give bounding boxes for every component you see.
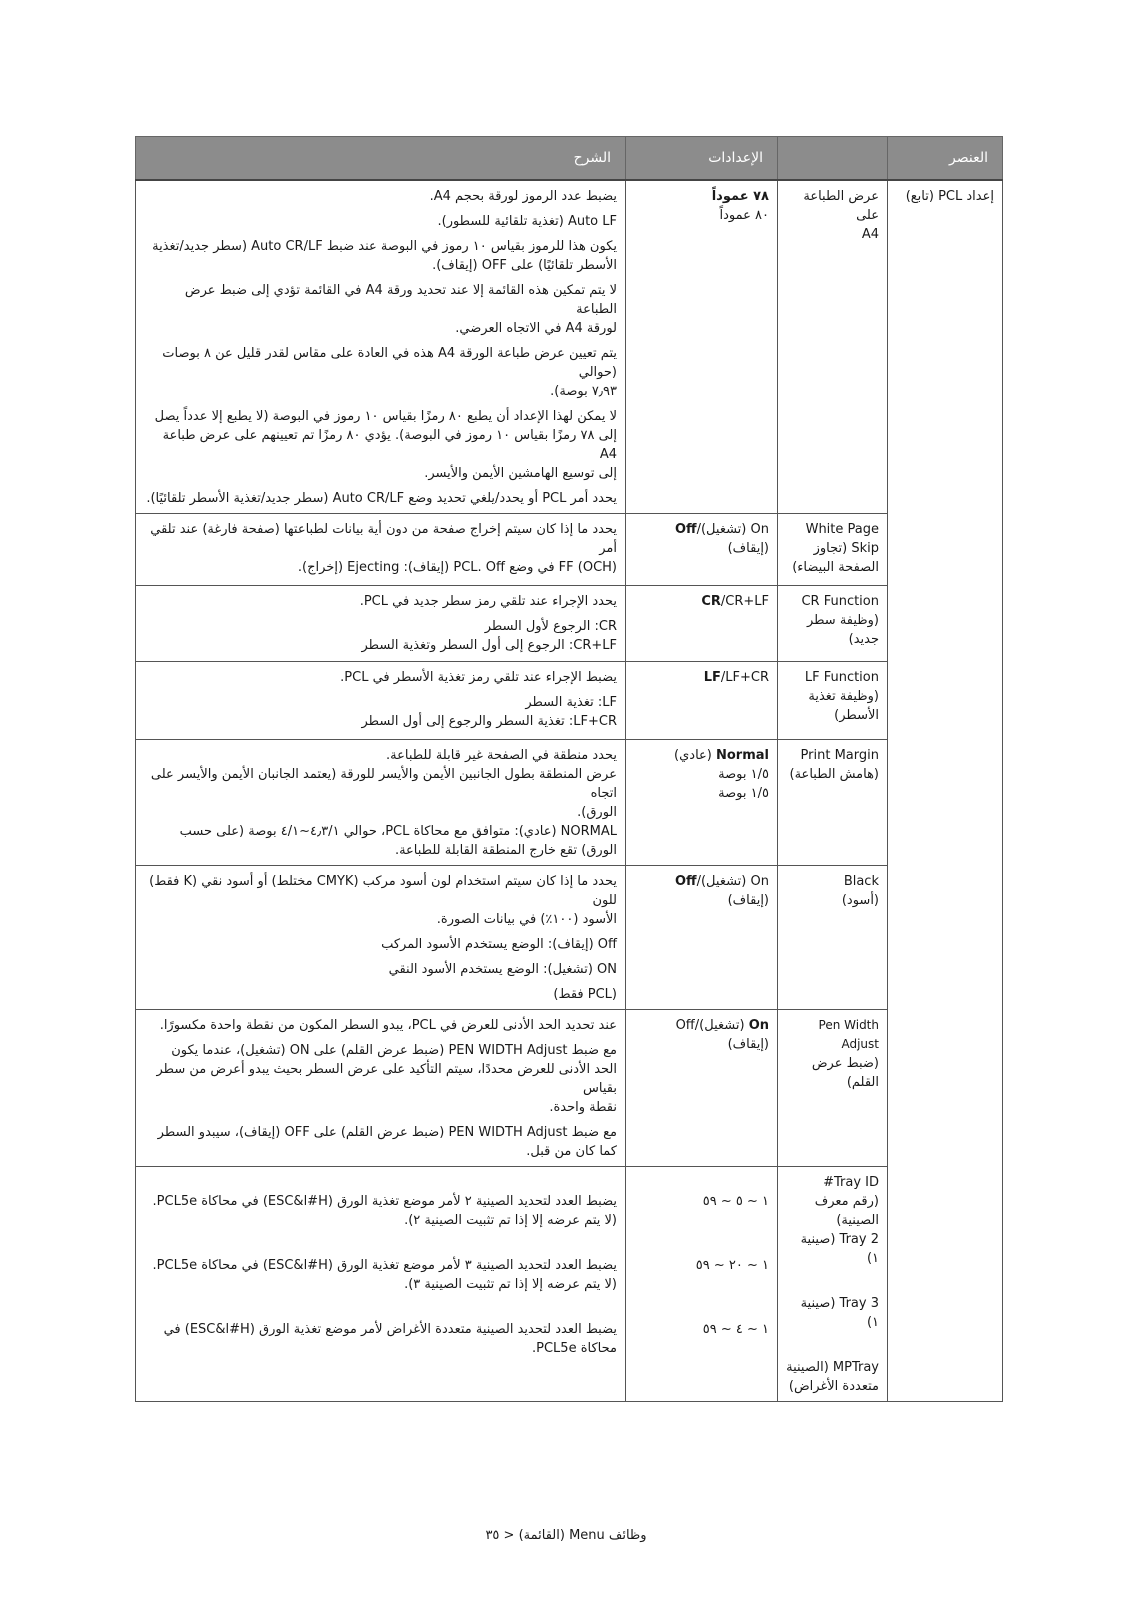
item-description: عند تحديد الحد الأدنى للعرض في PCL، يبدو السطر المكون من نقطة واحدة مكسورًا. مع ضبط PEN WIDTH Adjust (ضبط عرض القلم) على ON (تشغيل)، عندما يكون الحد الأدنى للعرض محددًا، سيتم التأكيد على عرض السطر بحيث يبدو أعرض من سطر بقياس نقطة واحدة. مع ضبط PEN WIDTH Adjust (ضبط عرض القلم) على OFF (إيقاف)، سيبدو السطر كما كان من قبل. [136, 1010, 626, 1167]
item-description: يحدد ما إذا كان سيتم استخدام لون أسود مركب (CMYK مختلط) أو أسود نقي (K فقط) للون الأسود (١٠٠٪) في بيانات الصورة. Off (إيقاف): الوضع يستخدم الأسود المركب ON (تشغيل): الوضع يستخدم الأسود النقي (PCL فقط) [136, 866, 626, 1010]
table-row [136, 586, 1003, 662]
item-description: يحدد ما إذا كان سيتم إخراج صفحة من دون أية بيانات لطباعتها (صفحة فارغة) عند تلقي أمر (FF (OCH في وضع PCL. Off (إيقاف): Ejecting (إخراج). [136, 514, 626, 586]
item-settings: On (تشغيل)/Off (إيقاف) [626, 514, 778, 586]
item-name: Print Margin (هامش الطباعة) [778, 740, 888, 866]
table-row [136, 866, 1003, 1010]
table-row [136, 514, 1003, 586]
header-description: الشرح [136, 137, 626, 181]
item-name: Tray ID# (رقم معرف الصينية) Tray 2 (صينية ١) Tray 3 (صينية ١) MPTray (الصينية متعددة الأغراض) [778, 1167, 888, 1402]
item-name: White Page Skip (تجاوز الصفحة البيضاء) [778, 514, 888, 586]
item-settings: Normal (عادي) ١/٥ بوصة ١/٥ بوصة [626, 740, 778, 866]
header-item-sub [778, 137, 888, 181]
item-description: يحدد منطقة في الصفحة غير قابلة للطباعة. عرض المنطقة بطول الجانبين الأيمن والأيسر للورقة (يعتمد الجانبان الأيمن والأيسر على اتجاه الورق). NORMAL (عادي): متوافق مع محاكاة PCL، حوالي ٤٫٣/١~٤/١ بوصة (على حسب الورق) تقع خارج المنطقة القابلة للطباعة. [136, 740, 626, 866]
item-description: يضبط عدد الرموز لورقة بحجم A4. Auto LF (تغذية تلقائية للسطور). يكون هذا للرموز بقياس ١٠ رموز في البوصة عند ضبط Auto CR/LF (سطر جديد/تغذية الأسطر تلقائيًا) على OFF (إيقاف). لا يتم تمكين هذه القائمة إلا عند تحديد ورقة A4 في القائمة تؤدي إلى ضبط عرض الطباعة لورقة A4 في الاتجاه العرضي. يتم تعيين عرض طباعة الورقة A4 هذه في العادة على مقاس لقدر قليل عن ٨ بوصات (حوالي ٧٫٩٣ بوصة). لا يمكن لهذا الإعداد أن يطبع ٨٠ رمزًا بقياس ١٠ رموز في البوصة (لا يطبع إلا عدداً يصل إلى ٧٨ رمزًا بقياس ١٠ رموز في البوصة). يؤدي ٨٠ رمزًا تم تعيينهم على عرض طباعة A4 إلى توسيع الهامشين الأيمن والأيسر. يحدد أمر PCL أو يحدد/يلغي تحديد وضع Auto CR/LF (سطر جديد/تغذية الأسطر تلقائيًا). [136, 180, 626, 514]
item-description: يضبط الإجراء عند تلقي رمز تغذية الأسطر في PCL. LF: تغذية السطر LF+CR: تغذية السطر والرجوع إلى أول السطر [136, 662, 626, 740]
header-settings: الإعدادات [626, 137, 778, 181]
item-description: يضبط العدد لتحديد الصينية ٢ لأمر موضع تغذية الورق (ESC&l#H) في محاكاة PCL5e. (لا يتم عرضه إلا إذا تم تثبيت الصينية ٢). يضبط العدد لتحديد الصينية ٣ لأمر موضع تغذية الورق (ESC&l#H) في محاكاة PCL5e. (لا يتم عرضه إلا إذا تم تثبيت الصينية ٣). يضبط العدد لتحديد الصينية متعددة الأغراض لأمر موضع تغذية الورق (ESC&l#H) في محاكاة PCL5e. [136, 1167, 626, 1402]
table-row [136, 1010, 1003, 1167]
item-category: إعداد PCL (تابع) [888, 180, 1003, 1402]
item-name: LF Function (وظيفة تغذية الأسطر) [778, 662, 888, 740]
page-footer: وظائف Menu (القائمة) < ٣٥ [485, 1528, 647, 1543]
item-settings: On (تشغيل)/Off (إيقاف) [626, 866, 778, 1010]
item-name: CR Function (وظيفة سطر جديد) [778, 586, 888, 662]
table-row [136, 740, 1003, 866]
table-row [136, 180, 1003, 514]
item-name: Pen Width Adjust (ضبط عرض القلم) [778, 1010, 888, 1167]
item-settings: On (تشغيل)/Off (إيقاف) [626, 1010, 778, 1167]
table-header-row [136, 137, 1003, 181]
item-description: يحدد الإجراء عند تلقي رمز سطر جديد في PCL. CR: الرجوع لأول السطر CR+LF: الرجوع إلى أول السطر وتغذية السطر [136, 586, 626, 662]
table-row [136, 662, 1003, 740]
item-settings: ١ ~ ٥ ~ ٥٩ ١ ~ ٢٠ ~ ٥٩ ١ ~ ٤ ~ ٥٩ [626, 1167, 778, 1402]
item-name: عرض الطباعة على A4 [778, 180, 888, 514]
item-settings: ٧٨ عموداً ٨٠ عموداً [626, 180, 778, 514]
menu-settings-table [135, 136, 1003, 1402]
table-row [136, 1167, 1003, 1402]
item-name: Black (أسود) [778, 866, 888, 1010]
item-settings: LF/LF+CR [626, 662, 778, 740]
item-settings: CR/CR+LF [626, 586, 778, 662]
header-item: العنصر [888, 137, 1003, 181]
